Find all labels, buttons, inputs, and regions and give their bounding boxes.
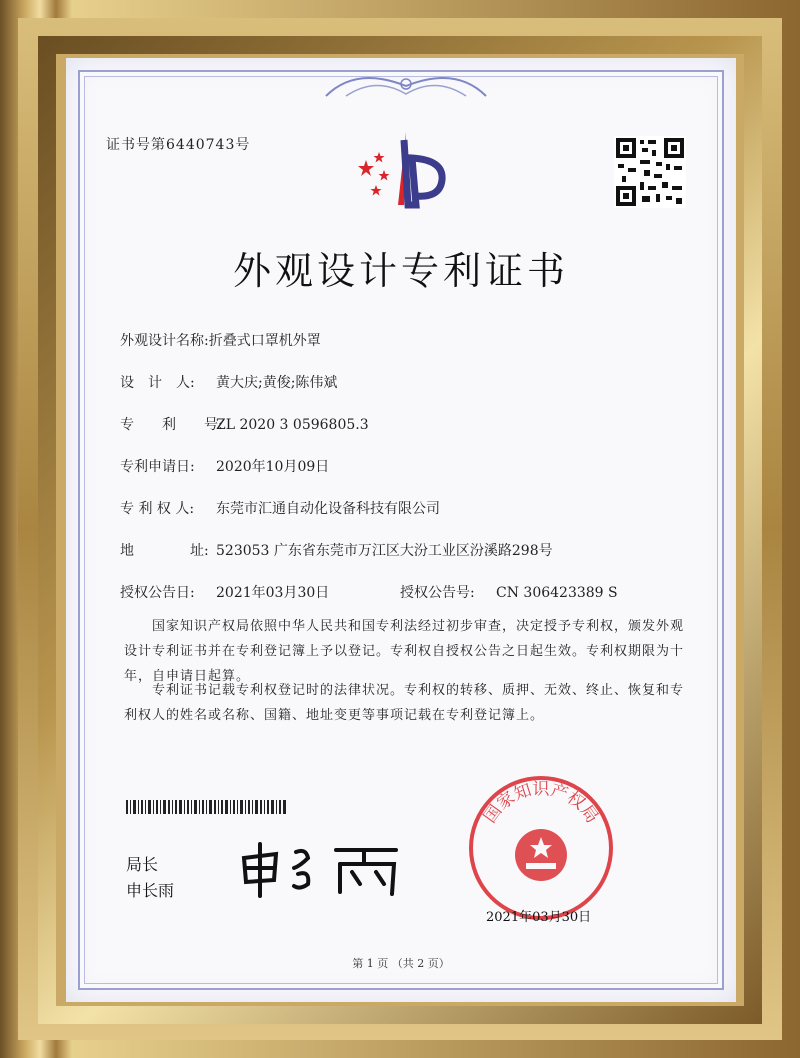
official-seal-icon [466, 773, 616, 923]
certificate-number-value: 6440743 [166, 137, 236, 153]
grant-number-row [400, 582, 618, 602]
barcode-icon [126, 800, 286, 814]
patent-number-row [120, 414, 369, 434]
signature-icon [236, 840, 406, 900]
design-name-value: 折叠式口罩机外罩 [208, 333, 321, 349]
legal-status-paragraph: 专利证书记载专利权登记时的法律状况。专利权的转移、质押、无效、终止、恢复和专利权人的姓名或名称、国籍、地址变更等事项记载在专利登记簿上。 [124, 683, 685, 723]
patentee-row [120, 498, 440, 518]
svg-text:国家知识产权局 [480, 780, 602, 827]
address-label: 地 址: [120, 543, 209, 559]
designer-row [120, 372, 337, 392]
grant-statement-paragraph: 国家知识产权局依照中华人民共和国专利法经过初步审查，决定授予专利权，颁发外观设计专利证书并在专利登记簿上予以登记。专利权自授权公告之日起生效。专利权期限为十年，自申请日起算。 [124, 619, 685, 684]
patent-number-value: ZL 2020 3 0596805.3 [216, 417, 369, 433]
grant-date-value: 2021年03月30日 [216, 585, 330, 601]
chief-title: 局长 [126, 855, 159, 874]
patent-number-label: 专 利 号: [120, 417, 223, 433]
grant-number-value: CN 306423389 S [496, 585, 618, 601]
certificate-number-label: 证书号第 [106, 137, 166, 153]
grant-date-row [120, 582, 329, 602]
patentee-label: 专 利 权 人: [120, 501, 195, 517]
design-name-row [120, 330, 321, 350]
certificate-number [106, 134, 250, 154]
grant-date-label: 授权公告日: [120, 585, 195, 601]
designer-value: 黄大庆;黄俊;陈伟斌 [216, 375, 338, 391]
address-value: 523053 广东省东莞市万江区大汾工业区汾溪路298号 [216, 543, 553, 559]
certificate-paper [66, 58, 736, 1002]
page-number: 第 1 页 （共 2 页） [352, 957, 450, 970]
cnipa-logo-icon [346, 130, 466, 210]
address-row [120, 540, 553, 560]
grant-number-label: 授权公告号: [400, 585, 475, 601]
filing-date-row [120, 456, 329, 476]
certificate-title: 外观设计专利证书 [232, 249, 569, 293]
filing-date-label: 专利申请日: [120, 459, 195, 475]
certificate-number-suffix: 号 [235, 137, 251, 153]
filing-date-value: 2020年10月09日 [216, 459, 330, 475]
qr-code-icon [614, 136, 686, 208]
seal-text: 国家知识产权局 [480, 779, 602, 827]
top-ornament-icon [316, 66, 496, 106]
patentee-value: 东莞市汇通自动化设备科技有限公司 [216, 501, 440, 517]
designer-label: 设 计 人: [120, 375, 195, 391]
chief-name: 申长雨 [126, 881, 175, 900]
seal-date: 2021年03月30日 [486, 910, 592, 925]
design-name-label: 外观设计名称: [120, 333, 209, 349]
